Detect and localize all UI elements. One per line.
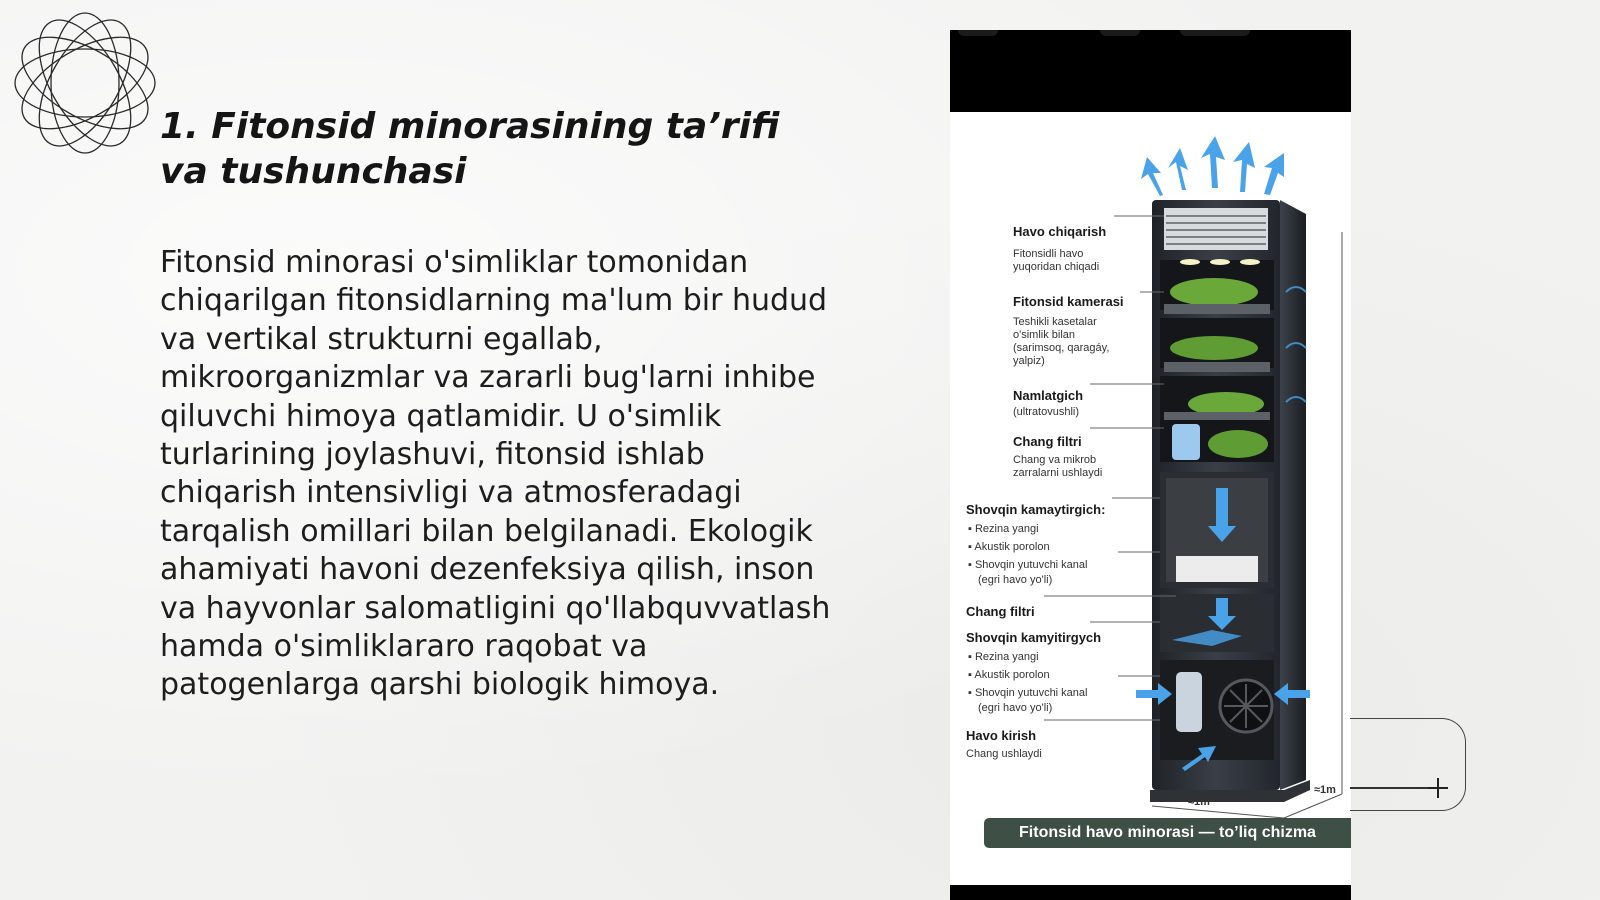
label-outlet-title: Havo chiqarish xyxy=(1013,224,1107,239)
label-noise-reducer-2-title: Shovqin kamyitirgych xyxy=(966,630,1102,645)
tower-diagram-figure xyxy=(950,30,1351,900)
slide-body-text: Fitonsid minorasi o'simliklar tomonidan chiqarilgan fitonsidlarning ma'lum bir hudud va vertikal strukturni egallab, mikroorganizmlar va zararli bug'larni inhibe qiluvchi himoya qatlamidir. U o'simlik turlarining joylashuvi, fitonsid ishlab chiqarish intensivligi va atmosferadagi tarqalish omillari bilan belgilanadi. Ekologik ahamiyati havoni dezenfeksiya qilish, inson va hayvonlar salomatligini qo'llabquvvatlash hamda o'simliklararo raqobat va patogenlarga qarshi biologik himoya. xyxy=(160,245,831,703)
list-item-text: Akustik porolon xyxy=(974,669,1050,681)
figure-notch xyxy=(958,30,998,36)
list-item: ▪ Rezina yangi xyxy=(968,651,1039,663)
label-humidifier-desc: (ultratovushli) xyxy=(1013,406,1080,418)
crosshair-icon xyxy=(1428,787,1448,789)
list-item-text: Rezina yangi xyxy=(974,523,1039,535)
tower-illustration xyxy=(950,112,1351,885)
spirograph-logo-icon xyxy=(10,8,160,158)
figure-notch xyxy=(1100,30,1140,36)
list-item-text: Shovqin yutuvchi kanal xyxy=(974,559,1088,571)
list-item-note: (egri havo yo'li) xyxy=(978,702,1053,714)
label-dust-filter-title: Chang filtri xyxy=(1013,434,1082,449)
slide-title: 1. Fitonsid minorasining ta’rifi va tushunchasi xyxy=(160,106,780,192)
air-tower-diagram xyxy=(950,112,1351,885)
dimension-depth-label: ≈1m xyxy=(1314,784,1336,796)
decorative-bracket xyxy=(1350,718,1466,811)
dimension-width-label: ≈1m xyxy=(1188,796,1210,808)
list-item: ▪ Rezina yangi xyxy=(968,523,1039,535)
list-item: ▪ Shovqin yutuvchi kanal xyxy=(968,559,1088,571)
label-chamber-desc: (sarimsoq, qaragáy, xyxy=(1013,342,1110,354)
label-outlet-desc: Fitonsidli havo xyxy=(1013,248,1084,260)
figure-caption: Fitonsid havo minorasi — to’liq chizma xyxy=(984,818,1351,848)
label-dust-filter-2-title: Chang filtri xyxy=(966,604,1035,619)
label-inlet-desc: Chang ushlaydi xyxy=(966,748,1042,760)
label-dust-filter-desc: Chang va mikrob xyxy=(1013,454,1097,466)
list-item-note: (egri havo yo'li) xyxy=(978,574,1053,586)
list-item: ▪ Akustik porolon xyxy=(968,541,1050,553)
list-item-text: Rezina yangi xyxy=(974,651,1039,663)
list-item: ▪ Akustik porolon xyxy=(968,669,1050,681)
outflow-arrows-icon xyxy=(1141,136,1284,196)
label-inlet-title: Havo kirish xyxy=(966,728,1037,743)
figure-notch xyxy=(1180,30,1250,36)
label-chamber-desc: yalpiz) xyxy=(1013,355,1045,367)
list-item-text: Shovqin yutuvchi kanal xyxy=(974,687,1088,699)
label-dust-filter-desc: zarralarni ushlaydi xyxy=(1013,467,1103,479)
label-chamber-title: Fitonsid kamerasi xyxy=(1013,294,1124,309)
figure-bottom-band xyxy=(950,885,1351,900)
label-outlet-desc: yuqoridan chiqadi xyxy=(1013,261,1100,273)
label-noise-reducer-title: Shovqin kamaytirgich: xyxy=(966,502,1106,517)
label-chamber-desc: Teshikli kasetalar xyxy=(1013,316,1097,328)
label-chamber-desc: o'simlik bilan xyxy=(1013,329,1076,341)
figure-top-band xyxy=(950,30,1351,112)
list-item-text: Akustik porolon xyxy=(974,541,1050,553)
list-item: ▪ Shovqin yutuvchi kanal xyxy=(968,687,1088,699)
label-humidifier-title: Namlatgich xyxy=(1013,388,1084,403)
